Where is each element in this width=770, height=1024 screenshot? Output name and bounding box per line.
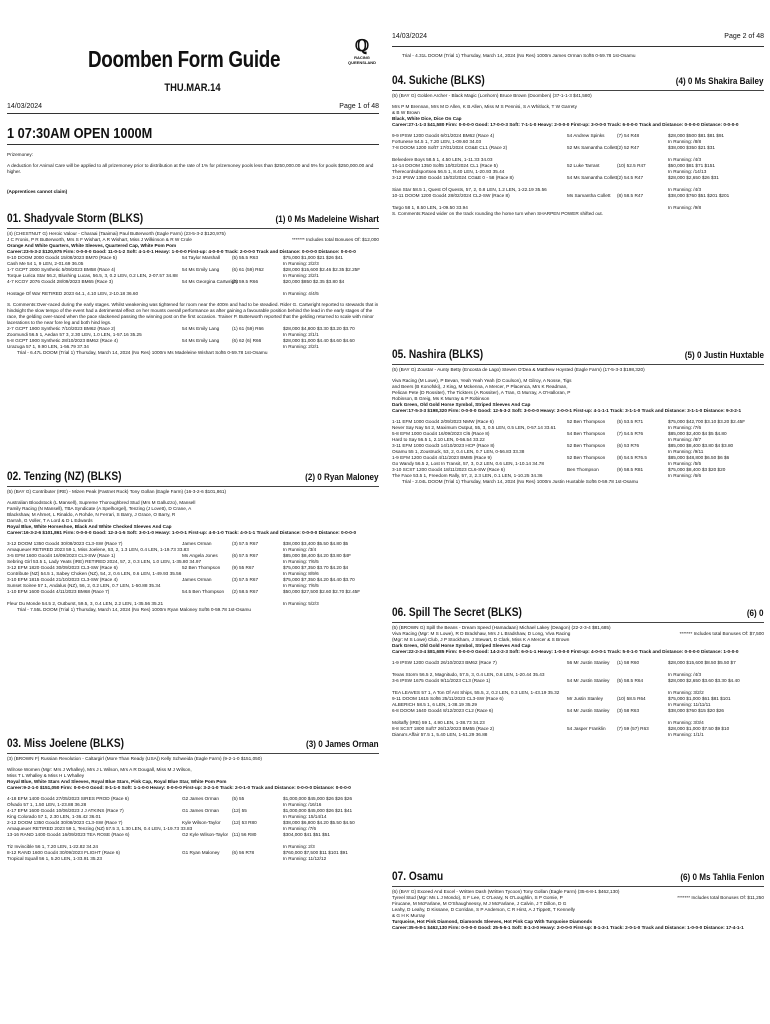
form-run-c4: $75,000 $42,700 $3.10 $3.20 $2.45F <box>668 418 746 424</box>
owners: Leahy, D Leahy, D Kissane, D Corridan, S P Anderson, C R Hirst, A J Tippett, T Kennelly <box>392 906 575 912</box>
form-run-c1: 3-10 SCST 1200 Good4 18/11/2023 CL6-SW (Race 6) <box>392 466 505 472</box>
form-run-c1: Belvedere Boys 58.5 1, 4.50 LEN, 1-11.33 34.03 <box>392 156 493 162</box>
form-runs <box>7 541 379 607</box>
horse-header <box>392 606 764 621</box>
form-run-c2: James Orman <box>182 576 212 582</box>
career-stats: Career:17-5-3-3 $198,320 Firm: 0-0-0-0 Good: 12-5-3-2 Soft: 3-0-0-0 Heavy: 2-0-0-1 First-up: 4-1-1-1 Track: 3-1-1-0 Track and Distance: 3-1-1-0 Distance: 9-3-2-1 <box>392 407 742 413</box>
form-run-row <box>7 856 379 862</box>
form-run-c3: (1) 58 R60 <box>617 659 640 665</box>
form-run-c1: 1-11 EFM 1000 Good4 2/09/2023 NMW (Race 6) <box>392 418 494 424</box>
form-run-c3 <box>232 856 283 862</box>
colours: Royal Blue, White Horseshoe, Black And White Checked Sleeves And Cap <box>7 523 172 529</box>
owners: Tyreel Stud (Mgr: Ms L J Mondo), S F Lee, C O'Leary, N O'Loughlin, S P Gomie, P <box>392 894 563 900</box>
form-run-c2: G1 James Orman <box>182 807 219 813</box>
career-stats: Career:27-1-1-3 $41,580 Firm: 0-0-0-0 Good: 17-0-0-3 Soft: 7-1-1-0 Heavy: 2-0-0-0 First-up: 3-0-0-0 Track: 6-0-0-0 Track and Distance: 0-0-0-0 Distance: 0-0-0-0 <box>392 121 739 127</box>
page-header <box>392 33 764 42</box>
owners: Robinson, B Greig, Ms K Murray & P Robinson <box>392 395 490 401</box>
form-run-c1: Hard to Say 56.5 1, 2.10 LEN, 0-56.54 33.22 <box>392 436 485 442</box>
form-run-c1: Fortunese 54.5 1, 7.20 LEN, 1-09.60 34.03 <box>392 138 482 144</box>
jockey-name: (3) 0 James Orman <box>306 739 379 749</box>
form-run-c4: In Running: 2/1/1 <box>283 331 319 337</box>
form-run-c4: $38,000 $760 $51 $201 $201 <box>668 192 730 198</box>
form-run-c1: 5-8 EFM 1000 Good4 16/09/2023 Cl6 (Race 8) <box>392 430 490 436</box>
stewards-comment: S. Comments:Over-raced during the early stages. Whilst weakening was tightened for room near the 400m and had to be steadied. Rider G. Cartwright reported to stewards that in hindsight the slow tempo of the event had a detrimental effect on her mounts overall performance as after gaining a favourable position behind the lead in the early stages of the race, the gelding over-raced when the pace slackened passing the winning post on the first occasion. Trainer P. Butterworth reported that the gelding returned to scale with minor lacerations to the near fore leg and both hind legs. <box>7 301 379 325</box>
form-run-c1: Osamu 55 1, Zoustruck, 53, 2, 0.4 LEN, 0.7 LEN, 0-56.83 33.38 <box>392 448 525 454</box>
form-run-c3: (6) 61 (59) R62 <box>232 266 264 272</box>
page-date: 14/03/2024 <box>7 103 43 110</box>
trial-line: Trial - 7.55L DOOM (Trial 1) Thursday, March 14, 2024 (No Res) 1000m Ryan Maloney Soft6 0-59.78 1st-Osamu <box>17 607 252 612</box>
form-run-c3: (2) 52 R47 <box>617 144 640 150</box>
colours: Dark Green, Old Gold Horse Symbol, Striped Sleeves And Cap <box>392 401 531 407</box>
breeding-line: (5) (BAY G) Golden Archer - Black Magic (Lonhorn) Bruce Brown (Doomben) (37-1-1-3 $41,580) <box>392 92 592 98</box>
form-run-c1: Targo 58 1, 8.50 LEN, 1-09.50 33.94 <box>392 204 468 210</box>
form-run-c1: Never Say Nay 54 2, Maximum Output, 55, 3, 0.5 LEN, 0.5 LEN, 0-57.14 33.61 <box>392 424 556 430</box>
form-run-c1: Sian Star 58.5 1, Quest Of Quests, 57, 2, 0.8 LEN, 1.2 LEN, 1-22.19 35.56 <box>392 186 547 192</box>
bonus-note: ******* Includes total Bonuses Of: $11,250 <box>677 894 764 900</box>
horse-header <box>7 737 379 752</box>
form-run-c1: King Colorado 57 1, 2.30 LEN, 1-36.42 36.01 <box>7 813 101 819</box>
form-run-c4: $75,000 $1,000 $21 $26 $41 <box>283 254 343 260</box>
colours: Turquoise, Hot Pink Diamond, Diamonds Sleeves, Hot Pink Cap With Turquoise Diamonds <box>392 918 593 924</box>
form-run-c2 <box>567 732 617 738</box>
page-date: 14/03/2024 <box>392 33 428 40</box>
form-runs <box>7 255 379 297</box>
colours: Royal Blue, White Stars And Sleeves, Royal Blue Stars, Pink Cap, Royal Blue Star, White Pom Pom <box>7 778 227 784</box>
form-run-c1: Cash Me 54 1, 9 LEN, 2-01.69 36.05 <box>7 260 84 266</box>
colours: Dark Green, Old Gold Horse Symbol, Striped Sleeves And Cap <box>392 642 531 648</box>
divider <box>392 46 764 47</box>
form-run-c4: In Running: /8/8 <box>668 138 702 144</box>
form-run-c4: In Running: /6/6 <box>668 472 702 478</box>
form-run-c1: 2-12 DOOM 1350 Good4 30/08/2023 CL3-SW (Race 7) <box>7 819 123 825</box>
form-run-c2: 54 Ms Emily Lang <box>182 325 220 331</box>
owners: & G H K Murray <box>392 912 426 918</box>
form-run-c1: Sunset Soiree 57 1, Andalus (NZ), 56, 2, 0.2 LEN, 0.7 LEN, 1-50.88 35.34 <box>7 582 161 588</box>
form-run-c4: In Running: 11/12/12 <box>283 855 327 861</box>
horse-entry <box>7 737 379 862</box>
form-run-c4: In Running: /16/16 <box>283 801 322 807</box>
owners: Australian Bloodstock (L Mansell), Supreme Thoroughbred Stud (Mrs M Galluzzo), Mansell <box>7 499 196 505</box>
form-run-c2: 54 Jasper Franklin <box>567 725 606 731</box>
form-run-c1: 3-12 EFM 1820 Good4 30/09/2023 CL3-SW (Race 6) <box>7 564 118 570</box>
form-run-c4: In Running: /9/11 <box>668 448 704 454</box>
owners: Viva Racing (M Lowe), P Bevan, Yeah Yeah Yeah (D Coulson), M Gilroy, A Nosse, Tigs <box>392 377 572 383</box>
form-run-c3: (3) 58 R63 <box>617 707 640 713</box>
logo-mark-icon: ℚ <box>355 36 369 55</box>
form-run-c2: G2 James Orman <box>182 795 219 801</box>
form-run-c4: $28,000 $2,650 $3.60 $3.30 $4.40 <box>668 677 740 683</box>
breeding-line: (5) (BAY G) Zoustar - Aunty Betty (Encosta de Lago) Steven O'Dea & Matthew Hoysted (Eagle Farm) (17-5-3-3 $198,320) <box>392 366 645 372</box>
owners: J C Fronis, P R Butterworth, Mrs S F Wishart, A R Wishart, Miss J Wilkinson & R W Crole <box>7 236 192 242</box>
form-run-c4: In Running: 4/4/5 <box>283 290 319 296</box>
career-stats: Career:23-5-3-2 $120,975 Firm: 0-0-0-0 Good: 11-0-1-2 Soft: 4-1-0-1 Heavy: 1-0-0-0 First-up: 4-0-0-0 Track: 2-0-0-0 Track and Distance: 0-0-0-0 Distance: 0-0-0-0 <box>7 248 356 254</box>
form-run-c3: (6) 62 (6) R66 <box>232 337 262 343</box>
colours: Orange And White Quarters, White Sleeves, Quartered Cap, White Pom Pom <box>7 242 177 248</box>
form-run-c4: In Running: 3/3/4 <box>668 719 704 725</box>
form-run-c2 <box>182 856 232 862</box>
career-stats: Career:22-2-3-4 $81,685 Firm: 0-0-0-0 Good: 14-2-2-3 Soft: 6-0-1-1 Heavy: 1-0-0-0 First-up: 4-0-0-1 Track: 5-0-1-0 Track and Distance: 0-0-0-0 Distance: 1-0-0-0 <box>392 648 739 654</box>
owners: Miss T L Whalley & Miss H L Whalley <box>7 772 85 778</box>
form-run-c3: (3) 57.5 R67 <box>232 576 259 582</box>
form-run-c4: In Running: 15/14/14 <box>283 813 327 819</box>
form-run-c3: (7) 59 (57) R63 <box>617 725 649 731</box>
horse-entry <box>392 74 764 217</box>
form-run-c3: (5) 58.5 R64 <box>617 677 644 683</box>
form-run-c4: In Running: /4/3 <box>668 671 702 677</box>
form-run-c1: 3-10 EFM 1815 Good4 21/10/2023 CL3-SW (Race 4) <box>7 576 118 582</box>
form-run-c1: Go Wandy 56.5 2, Lost In Transit, 57, 3, 0.2 LEN, 0.6 LEN, 1-10.14 34.78 <box>392 460 545 466</box>
form-run-c1: 9-11 DOOM 1615 Soft6 25/11/2023 CL3-SW (Race 6) <box>392 695 504 701</box>
form-run-c4: $85,000 $8,400 $4.20 $3.80 $4F <box>283 552 352 558</box>
form-run-c2: 54 Ms Samantha Collett <box>567 174 618 180</box>
form-run-c1: 4-7 KCOY 2076 Good4 28/09/2023 BM65 (Race 3) <box>7 278 113 284</box>
form-run-c2: 52 Ben Thompson <box>567 418 606 424</box>
horse-header <box>7 470 379 485</box>
page-2 <box>385 0 770 1024</box>
form-run-c4: $28,000 $15,600 $8.50 $5.50 $7 <box>668 659 736 665</box>
horse-name[interactable]: 04. Sukiche (BLKS) <box>392 75 485 87</box>
bonus-note: ******* Includes total Bonuses Of: $7,500 <box>679 630 764 636</box>
form-run-c2: G2 Kyle Wilson-Taylor <box>182 831 229 837</box>
horse-name[interactable]: 02. Tenzing (NZ) (BLKS) <box>7 471 122 483</box>
form-run-c4: $1,000,000 $45,000 $26 $21 $41 <box>283 807 353 813</box>
form-run-c1: Urazuga 57 1, 9.90 LEN, 1-56.79 37.34 <box>7 344 89 349</box>
form-run-c2: 54.5 Ben Thompson <box>182 588 225 594</box>
meeting-day: THU.MAR.14 <box>164 82 221 94</box>
form-run-c3: (9) 58.5 R81 <box>617 466 644 472</box>
form-run-c1: Fleur Du Monde 54.5 2, Outburst, 59.5, 3, 0.4 LEN, 2.2 LEN, 1-35.56 35.21 <box>7 600 164 606</box>
breeding-line: (5) (BROWN G) Spill the Beans - Dream Speed (Hamadaan) Michael Lakey (Deagon) (22-2-3-4 $81,685) <box>392 624 611 630</box>
form-run-c2: 54 Ms Georgina Cartwright <box>182 278 239 284</box>
horse-name[interactable]: 07. Osamu <box>392 871 444 883</box>
form-run-c2: James Orman <box>182 540 212 546</box>
horse-header <box>392 348 764 363</box>
form-run-c2: 56 Mr Justin Stanley <box>567 659 610 665</box>
form-run-c4: $28,000 $500 $81 $81 $91 <box>668 132 725 138</box>
jockey-name: (4) 0 Ms Shakira Bailey <box>676 76 764 86</box>
form-run-c2: 54 Mr Justin Stanley <box>567 707 610 713</box>
form-run-c2: Ms Angela Jones <box>182 552 218 558</box>
form-run-c4: $85,000 $2,400 $4 $5 $4.80 <box>668 430 727 436</box>
apprentices-note: (Apprentices cannot claim) <box>7 189 68 195</box>
form-run-c1: Ofvado 57 1, 1.50 LEN, 1-23.88 36.28 <box>7 801 87 807</box>
form-run-c1: 3-12 IPSW 1350 Good4 15/02/2024 CG&E 0 - 58 (Race 8) <box>392 174 514 180</box>
horse-entry <box>7 470 379 613</box>
form-run-c4: In Running: 8/9/6 <box>283 570 319 576</box>
owners: (Mgr: M S Lowe) Club, J P Stockham, J Stewart, D Clark, Miss K A Mercer & S Brown <box>392 636 570 642</box>
form-run-c3: (6) 53 R76 <box>617 442 640 448</box>
form-run-c3: (3) 59.5 R66 <box>232 278 259 284</box>
horse-header <box>392 870 764 885</box>
form-runs <box>392 660 764 738</box>
form-run-c1: 1-7 GCPT 2000 Synthetic 5/09/2023 BM58 (Race 4) <box>7 266 116 272</box>
form-run-c3 <box>617 732 668 738</box>
horse-entry <box>7 212 379 356</box>
trial-line: Trial - 6.47L DOOM (Trial 1) Thursday, March 14, 2024 (No Res) 1000m Ms Madeleine Wishart Soft6 0-59.78 1st-Osamu <box>17 350 268 356</box>
owners: Mrs P M Brennan, Mrs M D Allen, K B Allen, Miss M S Pennisi, S A Whitlock, T W Garrety <box>392 103 577 109</box>
form-run-c1: 9-9 IPSW 1200 Good4 6/01/2024 BM62 (Race 4) <box>392 132 495 138</box>
form-run-c3 <box>617 205 668 211</box>
form-run-c4: In Running: /3/4 <box>283 546 317 552</box>
form-run-c2: 54 Andrew Spinks <box>567 132 605 138</box>
racing-queensland-logo <box>348 37 376 65</box>
form-run-c4: $28,000 $2,650 $26 $31 <box>668 174 719 180</box>
form-run-c3: (1) 61 (59) R66 <box>232 325 264 331</box>
form-run-c1: Therecordsdsportsea 56.5 1, 8.40 LEN, 1-20.93 35.44 <box>392 168 505 174</box>
horse-header <box>7 212 379 227</box>
form-run-c4: In Running: 2/2/1 <box>283 272 319 278</box>
prizemoney-label: Prizemoney: <box>7 152 34 157</box>
jockey-name: (1) 0 Ms Madeleine Wishart <box>275 214 379 224</box>
owners: and Beers (B Konofski), J King, M Mckenna, A Mercer, P Placenca, Mrs K Readman, <box>392 383 568 389</box>
trial-line: Trial - 4.31L DOOM (Trial 1) Thursday, March 14, 2024 (No Res) 1000m James Orman Soft6 0-59.78 1st-Osamu <box>402 53 636 58</box>
form-run-c1: Torque Lurica Star 56.2, Blushing Lucas, 56.5, 3, 0.2 LEN, 0.2 LEN, 2-07.57 34.88 <box>7 272 178 278</box>
form-run-c3: (7) 54.5 R76 <box>617 430 644 436</box>
form-run-c3: (2) 58.5 R67 <box>232 588 259 594</box>
race-title: 1 07:30AM OPEN 1000M <box>7 125 153 142</box>
form-run-c3: (7) 54 R48 <box>617 132 640 138</box>
form-run-c4: $28,000 $15,600 $2.46 $2.35 $2.25F <box>283 266 361 272</box>
form-runs <box>392 133 764 211</box>
form-run-c4: In Running: 11/11/11 <box>668 701 711 707</box>
owners: Viva Racing (Mgr: M S Lowe), R D Bradshaw, Mrs J L Bradshaw, D Long, Viva Racing <box>392 630 571 636</box>
form-run-c1: Sebring Girl 53.5 1, Lady Yeats (IRE) RETIRED 2024, 57, 2, 0.3 LEN, 1.0 LEN, 1-35.80 34.97 <box>7 558 202 564</box>
form-run-c2: Ms Samantha Collett <box>567 192 611 198</box>
horse-name[interactable]: 06. Spill The Secret (BLKS) <box>392 607 522 619</box>
form-run-c3: (8) 58.5 R47 <box>617 192 644 198</box>
form-run-c3: (12) 55 <box>232 807 247 813</box>
horse-header <box>392 74 764 89</box>
form-run-c1: 1-10 EFM 1600 Good4 4/11/2023 BM68 (Race 7) <box>7 588 110 594</box>
form-run-c1: 1-9 EFM 1200 Good4 4/11/2023 BM85 (Race 9) <box>392 454 492 460</box>
breeding-line: (4) (CHESTNUT G) Heroic Valour - Charaai (Taaimai) Paul Butterworth (Eagle Farm) (23-5-3-2 $120,975) <box>7 230 226 236</box>
form-run-c1: Contribute (NZ) 54.5 1, Sabey Choken (NZ), 54, 2, 0.6 LEN, 0.6 LEN, 1-49.93 35.56 <box>7 570 182 576</box>
form-run-c3: (11) 56 R80 <box>232 831 257 837</box>
jockey-name: (5) 0 Justin Huxtable <box>684 350 764 360</box>
form-run-c3: (8) 54.5 R76.5 <box>617 454 647 460</box>
prizemoney-section <box>7 152 379 195</box>
divider <box>7 113 379 114</box>
jockey-name: (6) 0 Ms Tahlia Fenlon <box>679 872 764 882</box>
form-run-c2: Ben Thompson <box>567 466 599 472</box>
form-run-c1: 8-12 RAND 1600 Good4 30/09/2023 FLIGHT (Race 6) <box>7 849 120 855</box>
form-run-c4: $75,000 $1,000 $61 $81 $101 <box>668 695 731 701</box>
career-stats: Career:35-6-8-1 $462,130 Firm: 0-0-0-0 Good: 25-5-5-1 Soft: 8-1-3-0 Heavy: 2-0-0-0 First-up: 8-1-3-1 Track: 2-0-1-0 Track and Distance: 1-0-0-0 Distance: 17-4-1-1 <box>392 924 744 930</box>
owners: Darrah, G Voller, T A Lord & D L Edwards <box>7 517 93 523</box>
page-header <box>7 103 379 112</box>
form-run-c4: $75,000 $7,350 $4.20 $4.40 $3.70 <box>283 576 355 582</box>
form-run-c4: $38,000 $350 $21 $31 <box>668 144 715 150</box>
form-run-c4: In Running: 2/2/3 <box>283 260 319 266</box>
form-run-c4: In Running: /7/6 <box>668 424 702 430</box>
form-run-c3: (10) 52.5 R47 <box>617 162 646 168</box>
form-run-c4: In Running: /8/7 <box>668 436 702 442</box>
form-run-c4: In Running: 5/2/3 <box>283 600 319 606</box>
breeding-line: (5) (BAY G) Contributer (IRE) - Mizen Peak (Fastnet Rock) Tony Gollan (Eagle Farm) (16-3-2-6 $101,861) <box>7 488 227 494</box>
breeding-line: (6) (BAY G) Exceed And Excel - Written Dash (Written Tycoon) Tony Gollan (Eagle Farm) (35-6-8-1 $462,130) <box>392 888 620 894</box>
form-run-c3: (2) 54.5 R47 <box>617 174 644 180</box>
horse-name[interactable]: 03. Miss Joelene (BLKS) <box>7 738 124 750</box>
form-runs <box>7 326 379 350</box>
owners: Pelican Pete (D Rossiter), The Tickters (A Rossiter), A Tran, G Murray, A O'Halloran, P <box>392 389 571 395</box>
form-run-c4: In Running: /4/3 <box>668 156 702 162</box>
form-runs <box>7 796 379 862</box>
form-run-c2: 52 Luke Tarrant <box>567 162 600 168</box>
form-run-c3: (12) 53 R80 <box>232 819 257 825</box>
form-run-c2: 52 Ms Samantha Collett <box>567 144 618 150</box>
form-run-c3: (10) 58.5 R64 <box>617 695 646 701</box>
form-run-c1: 14-14 DOOM 1350 Soft5 10/02/2024 CL1 (Race 5) <box>392 162 498 168</box>
owners: Wilrose Women (Mgr: Mrs J Whalley), Mrs J L Wilson, Mrs A R Dougall, Miss M J Wilson, <box>7 766 192 772</box>
jockey-name: (6) 0 <box>747 608 764 618</box>
form-run-c1: 5-8 GCPT 1900 Synthetic 28/10/2023 BM62 (Race 4) <box>7 337 118 343</box>
form-run-c3: (5) 55.5 R63 <box>232 254 259 260</box>
owners: Blackshaw, M Ahmet, L Rinaldo, A Rohde, N Ferrari, S Barry, J Grace, O Barry, R <box>7 511 176 517</box>
stewards-comment: S. Comments:Raced wider on the track rounding the home turn when SHARPEN POWER shifted out. <box>392 211 604 216</box>
horse-entry <box>392 348 764 485</box>
form-run-c4: $75,000 $7,350 $3.70 $4.20 $4 <box>283 564 349 570</box>
form-run-c3: (6) 57.5 R67 <box>232 552 259 558</box>
form-run-c2: 54 Ms Emily Lang <box>182 337 220 343</box>
form-run-c1: Texas Storm 56.5 2, Magnitudo, 57.5, 3, 0.4 LEN, 0.8 LEN, 1-20.44 35.43 <box>392 671 545 677</box>
form-run-c4: $38,000 $760 $15 $20 $26 <box>668 707 725 713</box>
prizemoney-note: A deduction for Animal Care will be applied to all prizemoney prior to distribution at the rate of 1% for prizemoney pools less than $250,000.00 and 5% for pools $250,000.00 and higher. <box>7 163 374 175</box>
career-stats: Career:16-3-2-6 $101,861 Firm: 0-0-0-0 Good: 12-3-1-5 Soft: 3-0-1-0 Heavy: 1-0-0-1 First-up: 4-0-1-0 Track: 4-0-1-1 Track and Distance: 0-0-0-0 Distance: 0-0-0-0 <box>7 529 357 535</box>
jockey-name: (2) 0 Ryan Maloney <box>305 472 379 482</box>
form-run-c4: $85,000 $48,800 $6.50 $6 $6 <box>668 454 730 460</box>
form-run-c4: $304,000 $41 $51 $51 <box>283 831 330 837</box>
form-run-c2 <box>182 291 232 297</box>
form-run-c1: 8-8 SCST 1800 Soft7 26/12/2023 BM55 (Race 2) <box>392 725 495 731</box>
form-run-c2: 52 Ben Thompson <box>567 442 606 448</box>
logo-text: RACING QUEENSLAND <box>348 55 377 66</box>
form-run-c1: 6-8 DOOM 1640 Good4 8/12/2023 CL2 (Race 6) <box>392 707 494 713</box>
form-run-c3: (9) 55 R67 <box>232 564 255 570</box>
form-run-c2: 54 Ben Thompson <box>567 430 606 436</box>
horse-entry <box>392 870 764 931</box>
page-number: Page 1 of 48 <box>339 103 379 110</box>
form-run-c3: (5) 55 <box>232 795 245 801</box>
form-run-c1: Amaqueuer RETIRED 2023 59 1, Miss Joelene, 53, 2, 1.3 LEN, 0.4 LEN, 1-19.73 33.83 <box>7 546 189 552</box>
form-run-c2: Kyle Wilson-Taylor <box>182 819 221 825</box>
form-run-c2: 52 Ben Thompson <box>567 454 606 460</box>
form-run-c1: 4-18 EFM 1400 Good4 27/05/2023 SIRES PROD (Race 6) <box>7 795 129 801</box>
form-run-c4: In Running: 7/6/5 <box>283 582 319 588</box>
form-run-c1: Diana's Affair 57.5 1, 5.40 LEN, 1-51.29 36.88 <box>392 731 488 737</box>
form-run-c4: In Running: 2/2/1 <box>283 344 319 349</box>
form-run-c1: TEA LEAVES 57 1, A Ton Of Ant Ships, 55.5, 2, 0.2 LEN, 0.3 LEN, 1-43.19 35.32 <box>392 689 560 695</box>
form-run-c1: The Face 53.5 1, Freedom Rally, 57, 2, 2.3 LEN, 0.1 LEN, 1-10.25 34.36 <box>392 472 543 478</box>
form-run-c4: In Running: 1/1/1 <box>668 731 704 737</box>
form-run-c4: In Running: 3/2/2 <box>668 689 704 695</box>
form-run-c1: Moltaffy (IRE) 59 1, 4.90 LEN, 1-38.73 34.23 <box>392 719 485 725</box>
form-run-c4: In Running: /4/3 <box>668 186 702 192</box>
form-run-c1: 9-10 DOOM 2000 Good4 15/08/2023 BM70 (Race 5) <box>7 254 117 260</box>
form-run-c1: 2-7 GCPT 1900 Synthetic 7/10/2023 BM62 (Race 2) <box>7 325 116 331</box>
form-run-c4: In Running: 2/3 <box>283 843 315 849</box>
form-run-c4: $20,000 $850 $2.35 $3.80 $4 <box>283 278 345 284</box>
form-run-c1: 4-17 EFM 1600 Good4 10/06/2023 J J ATKINS (Race 7) <box>7 807 124 813</box>
form-run-c4: In Running: 7/6/5 <box>283 558 319 564</box>
form-run-c4: $85,000 $8,400 $3.80 $4 $3.80 <box>668 442 734 448</box>
form-run-c4: $50,000 $27,500 $2.60 $2.70 $2.45F <box>283 588 361 594</box>
form-run-c4: $28,000 $4,800 $3.30 $3.20 $3.70 <box>283 325 355 331</box>
form-run-c1: 10-11 DOOM 1200 Good4 28/02/2024 CL2-SW (Race 8) <box>392 192 510 198</box>
form-run-c3: (6) 56 R78 <box>232 849 255 855</box>
form-run-c4: In Running: /14/13 <box>668 168 707 174</box>
form-run-c4: $28,000 $1,000 $7.50 $9 $10 <box>668 725 730 731</box>
form-run-c1: 3-6 IPSW 1675 Good4 9/11/2023 CL3 (Race 1) <box>392 677 491 683</box>
form-run-c1: Tiz Invincible 56 1, 7.20 LEN, 1-22.82 34.24 <box>7 843 99 849</box>
form-run-c4: $50,000 $81 $71 $151 <box>668 162 715 168</box>
career-stats: Career:9-2-1-0 $151,050 Firm: 0-0-0-0 Good: 8-1-1-0 Soft: 1-1-0-0 Heavy: 0-0-0-0 First-up: 3-2-1-0 Track: 2-0-1-0 Track and Distance: 0-0-0-0 Distance: 0-0-0-0 <box>7 784 351 790</box>
form-runs <box>392 419 764 479</box>
form-run-c2: G1 Ryan Maloney <box>182 849 220 855</box>
form-run-c2: 52 Ben Thompson <box>182 564 221 570</box>
form-run-c4: In Running: /5/5 <box>668 460 702 466</box>
form-run-c2: Mr Justin Stanley <box>567 695 603 701</box>
form-run-c1: 3-12 DOOM 1350 Good4 30/08/2023 CL3-SW (Race 7) <box>7 540 123 546</box>
colours: Black, White Dice, Dice On Cap <box>392 115 462 121</box>
form-run-c1: Hostage Of War RETIRED 2023 64.1, 4.10 LEN, 2-10.18 36.60 <box>7 290 139 296</box>
form-run-c4: In Running: /9/8 <box>668 204 702 210</box>
form-run-c1: 3-11 EFM 1000 Good3 14/10/2023 HCP (Race 8) <box>392 442 495 448</box>
horse-name[interactable]: 05. Nashira (BLKS) <box>392 349 484 361</box>
form-run-c4: $38,000 $3,400 $5.50 $4.80 $5 <box>283 540 349 546</box>
horse-name[interactable]: 01. Shadyvale Storm (BLKS) <box>7 213 144 225</box>
form-run-c1: 3-5 EFM 1600 Good4 16/09/2023 CL3-SW (Race 1) <box>7 552 116 558</box>
form-run-c1: ALBERICH 58.5 1, 6 LEN, 1-38.19 35.29 <box>392 701 477 707</box>
form-guide-title: Doomben Form Guide <box>88 46 281 72</box>
form-run-c4: $1,000,000 $45,000 $26 $26 $26 <box>283 795 353 801</box>
form-run-c4: $38,000 $6,800 $4.20 $5.50 $4.50 <box>283 819 355 825</box>
form-run-c1: Amaqueuer RETIRED 2023 59 1, Tenzing (NZ) 57.5 3, 1.30 LEN, 0.4 LEN, 1-19.73 33.83 <box>7 825 193 831</box>
form-run-c4: $760,000 $7,500 $11 $101 $91 <box>283 849 348 855</box>
owners: & B W Brown <box>392 109 420 115</box>
form-run-row <box>7 291 379 297</box>
form-run-c1: 13-16 RAND 1400 Good4 16/09/2023 TEA ROSE (Race 6) <box>7 831 130 837</box>
form-run-c4: In Running: /7/6 <box>283 825 317 831</box>
form-run-c3 <box>232 291 283 297</box>
owners: Family Racing (N Mansell), TBA Syndicate (A Spelhorgel), Tenzing (J Lovett), D Crane, A <box>7 505 192 511</box>
form-run-c2: 54 Mr Justin Stanley <box>567 677 610 683</box>
page-number: Page 2 of 48 <box>724 33 764 40</box>
form-run-c1: 1-9 IPSW 1200 Good3 26/10/2023 BM62 (Race 7) <box>392 659 497 665</box>
form-run-c4: $75,000 $8,400 $3 $20 $20 <box>668 466 726 472</box>
horse-entry <box>392 606 764 738</box>
bonus-note: ******* Includes total Bonuses Of: $12,000 <box>291 236 379 242</box>
divider <box>7 144 379 145</box>
form-run-c1: Tropical Squall 56 1, 5.20 LEN, 1-33.91 35.23 <box>7 855 102 861</box>
trial-line: Trial - 2.04L DOOM (Trial 1) Thursday, March 14, 2024 (No Res) 1000m Justin Huxtable Soft6 0-59.78 1st-Osamu <box>402 478 639 484</box>
form-run-row <box>392 732 764 738</box>
form-run-c3: (5) 53.5 R71 <box>617 418 644 424</box>
form-run-c2: 54 Ms Emily Lang <box>182 266 220 272</box>
form-run-c3: (3) 57.5 R67 <box>232 540 259 546</box>
form-run-c2: 54 Taylor Marshall <box>182 254 220 260</box>
owners: Firucane, M McFarlane, M O'Shaughnessy, M J McFarlane, J Calvin, J T Dillon, D G <box>392 900 567 906</box>
breeding-line: (3) (BROWN F) Russian Revolution - Caltargirl (More Than Ready (USA)) Kelly Schweida (Eagle Farm) (9-2-1-0 $151,050) <box>7 755 262 761</box>
form-run-c1: Zoomundi 56.5 1, Aedan 57 3, 2.30 LEN, 1.0 LEN, 1-57.16 35.25 <box>7 331 142 337</box>
form-run-c1: 7-8 DOOM 1200 Soft7 17/01/2024 CG&E CL1 (Race 2) <box>392 144 508 150</box>
form-run-c4: $28,000 $1,000 $4.40 $4.60 $4.60 <box>283 337 355 343</box>
